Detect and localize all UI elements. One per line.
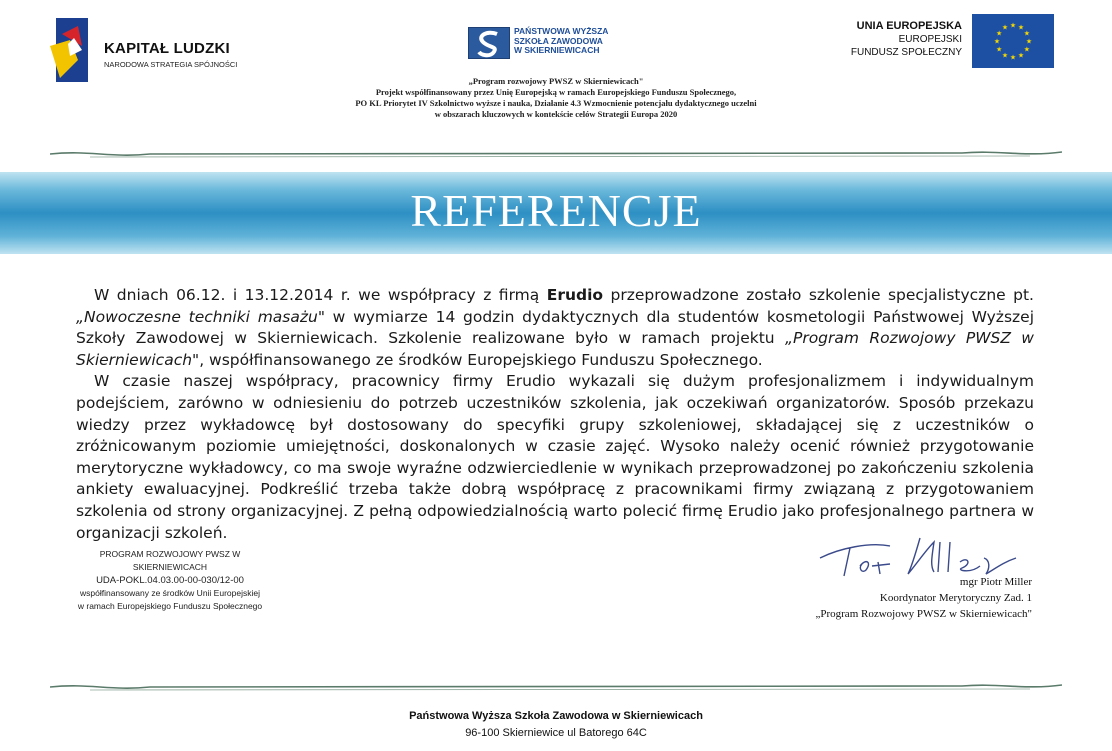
eu-logo-text	[851, 20, 962, 59]
signature-block	[800, 528, 1040, 618]
stamp-line: w ramach Europejskiego Funduszu Społecznego	[77, 601, 263, 611]
signatory-program: „Program Rozwojowy PWSZ w Skierniewicach"	[815, 608, 1032, 620]
document-title: REFERENCJE	[410, 185, 702, 236]
pwsz-logo-text	[514, 27, 608, 56]
pwsz-logo-line: SZKOŁA ZAWODOWA	[514, 35, 603, 46]
paragraph-2: W czasie naszej współpracy, pracownicy firmy Erudio wykazali się dużym profesjonalizmem i indywidualnym podejściem, zarówno w odniesieniu do potrzeb uczestników szkolenia, jak oczekiwań organizatorów. Sposób przekazu wiedzy przez wykładowcę był dostosowany do specyfiki grupy szkoleniowej, składającej się z uczestników o zróżnicowanym poziomie umiejętności, doskonalonych w czasie zajęć. Wysoko należy ocenić również przygotowanie merytoryczne wykładowcy, co ma swoje wyraźne odzwierciedlenie w wynikach przeprowadzonej po zakończeniu szkolenia ankiety ewaluacyjnej. Podkreślić trzeba także dobrą współpracę z pracownikami firmy związaną z przygotowaniem szkolenia od strony organizacyjnej. Z pełną odpowiedzialnością warto polecić firmę Erudio jako profesjonalnego partnera w organizacji szkoleń.	[76, 372, 1034, 542]
program-line: PO KL Priorytet IV Szkolnictwo wyższe i nauka, Działanie 4.3 Wzmocnienie potencjału dydaktycznego uczelni	[355, 98, 757, 108]
footer	[0, 708, 1112, 742]
eu-star-icon: ★	[1009, 21, 1017, 30]
eu-star-icon: ★	[1023, 29, 1030, 38]
footer-address: 96-100 Skierniewice ul Batorego 64C	[465, 727, 647, 739]
pwsz-logo-line: W SKIERNIEWICACH	[514, 45, 600, 55]
pwsz-logo-line: PAŃSTWOWA WYŻSZA	[514, 26, 609, 36]
eu-logo-line: FUNDUSZ SPOŁECZNY	[850, 47, 962, 58]
paragraph-1	[76, 285, 1034, 371]
program-line: w obszarach kluczowych w kontekście celów Strategii Europa 2020	[434, 109, 678, 119]
program-stamp	[70, 548, 270, 613]
program-header	[200, 76, 912, 120]
eu-flag-icon	[972, 14, 1054, 68]
eu-star-icon: ★	[993, 37, 1001, 46]
project-name: „Program Rozwojowy PWSZ w Skierniewicach"	[76, 329, 1034, 369]
eu-star-icon: ★	[1025, 37, 1033, 46]
eu-star-icon: ★	[1001, 23, 1009, 32]
eu-logo-line: UNIA EUROPEJSKA	[856, 20, 962, 32]
kapital-ludzki-subtitle: NARODOWA STRATEGIA SPÓJNOŚCI	[104, 60, 238, 69]
text-run: w wymiarze 14 godzin dydaktycznych dla studentów kosmetologii Państwowej Wyższej Szkoły Zawodowej w Skierniewicach. Szkolenie realizowane było w ramach projektu	[76, 307, 1035, 348]
document-body	[76, 285, 1034, 544]
text-run: , współfinansowanego ze środków Europejskiego Funduszu Społecznego.	[199, 350, 763, 369]
signatory-role: Koordynator Merytoryczny Zad. 1	[879, 592, 1032, 604]
training-title: „Nowoczesne techniki masażu"	[76, 307, 325, 326]
footer-institution: Państwowa Wyższa Szkoła Zawodowa w Skierniewicach	[409, 710, 703, 722]
eu-star-icon: ★	[1017, 51, 1025, 60]
text-run: przeprowadzone zostało szkolenie specjalistyczne pt.	[603, 286, 1034, 304]
stamp-line: UDA-POKL.04.03.00-00-030/12-00	[96, 575, 244, 586]
signatory-details	[815, 574, 1032, 622]
pwsz-emblem-icon	[468, 27, 510, 59]
program-line: „Program rozwojowy PWSZ w Skierniewicach"	[468, 76, 644, 86]
company-name: Erudio	[546, 286, 604, 304]
kapital-ludzki-emblem-icon	[48, 16, 98, 86]
kapital-ludzki-title: KAPITAŁ LUDZKI	[104, 40, 230, 57]
text-run: W dniach 06.12. i 13.12.2014 r. we współpracy z firmą	[94, 286, 547, 304]
signatory-name: mgr Piotr Miller	[959, 576, 1032, 588]
program-line: Projekt współfinansowany przez Unię Europejską w ramach Europejskiego Funduszu Społecznego,	[375, 87, 737, 97]
eu-star-icon: ★	[996, 45, 1003, 54]
eu-logo-line: EUROPEJSKI	[898, 34, 962, 45]
stamp-line: PROGRAM ROZWOJOWY PWSZ W SKIERNIEWICACH	[99, 549, 241, 572]
eu-logo	[830, 14, 1060, 70]
pwsz-logo	[468, 27, 648, 59]
decorative-swoosh-top	[50, 146, 1062, 162]
eu-star-icon: ★	[1017, 23, 1025, 32]
decorative-swoosh-bottom	[50, 679, 1062, 695]
eu-star-icon: ★	[1001, 51, 1009, 60]
title-banner	[0, 172, 1112, 254]
stamp-line: współfinansowany ze środków Unii Europejskiej	[79, 588, 260, 598]
eu-star-icon: ★	[1009, 53, 1017, 62]
eu-star-icon: ★	[1023, 45, 1030, 54]
eu-star-icon: ★	[996, 29, 1003, 38]
